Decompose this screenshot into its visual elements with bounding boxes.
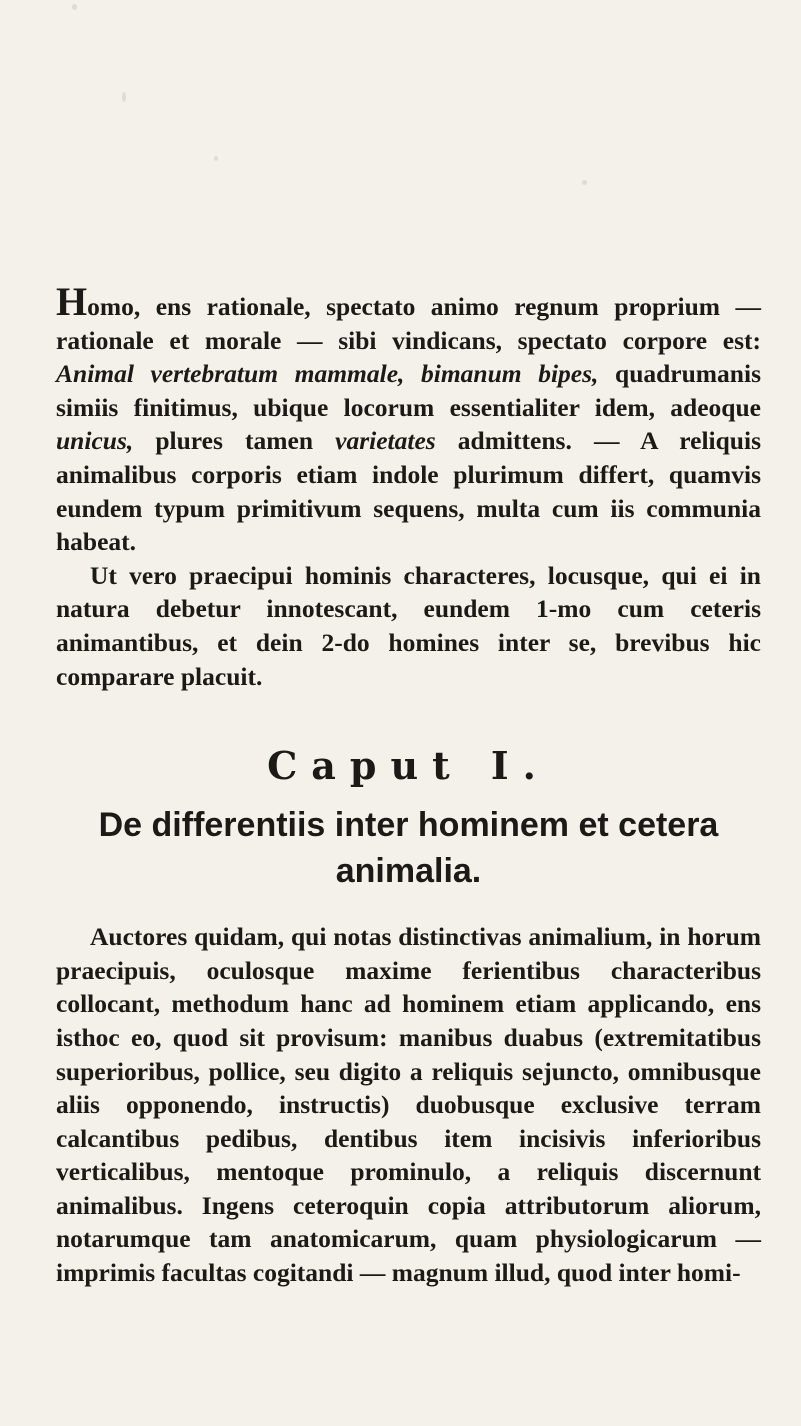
print-speck [214,156,218,161]
italic-definition: Animal vertebratum mammale, bimanum bipes, [56,359,599,389]
second-paragraph: Ut vero praecipui hominis characteres, locusque, qui ei in natura debetur innotescant, eundem 1-mo cum ceteris animantibus, et dein 2-do homines inter se, brevibus hic comparare placuit. [56,560,761,691]
italic-term-unicus: unicus, [56,426,134,456]
opening-paragraph [56,279,762,559]
print-speck [582,180,587,185]
print-speck [122,92,126,102]
text-run: omo, ens rationale, spectato animo regnum proprium — rationale et morale — sibi vindicans, spectato corpore est: [56,292,761,355]
italic-term-varietates: varietates [335,426,436,456]
drop-cap: H [56,279,88,324]
chapter-heading: Caput I. [267,743,550,789]
text-run: plures tamen [133,426,336,456]
text-run: quadrumanis simiis finitimus, ubique locorum essentialiter idem, adeoque [56,359,761,422]
text-run: admittens. — A reliquis animalibus corporis etiam indole plurimum differt, quamvis eundem typum primitivum sequens, multa cum iis communia habeat. [56,426,762,557]
print-speck [72,4,77,10]
chapter-title: De differentiis inter hominem et cetera animalia. [98,806,719,891]
third-paragraph: Auctores quidam, qui notas distinctivas animalium, in horum praecipuis, oculosque maxime ferientibus characteribus collocant, methodum hanc ad hominem etiam applicando, ens isthoc eo, quod sit provisum: manibus duabus (extremitatibus superioribus, pollice, seu digito a reliquis sejuncto, omnibusque aliis opponendo, instructis) duobusque exclusive terram calcantibus pedibus, dentibus item incisivis inferioribus verticalibus, mentoque prominulo, a reliquis discernunt animalibus. Ingens ceteroquin copia attributorum aliorum, notarumque tam anatomicarum, quam physiologicarum — imprimis facultas cogitandi — magnum illud, quod inter homi- [56,922,761,1288]
